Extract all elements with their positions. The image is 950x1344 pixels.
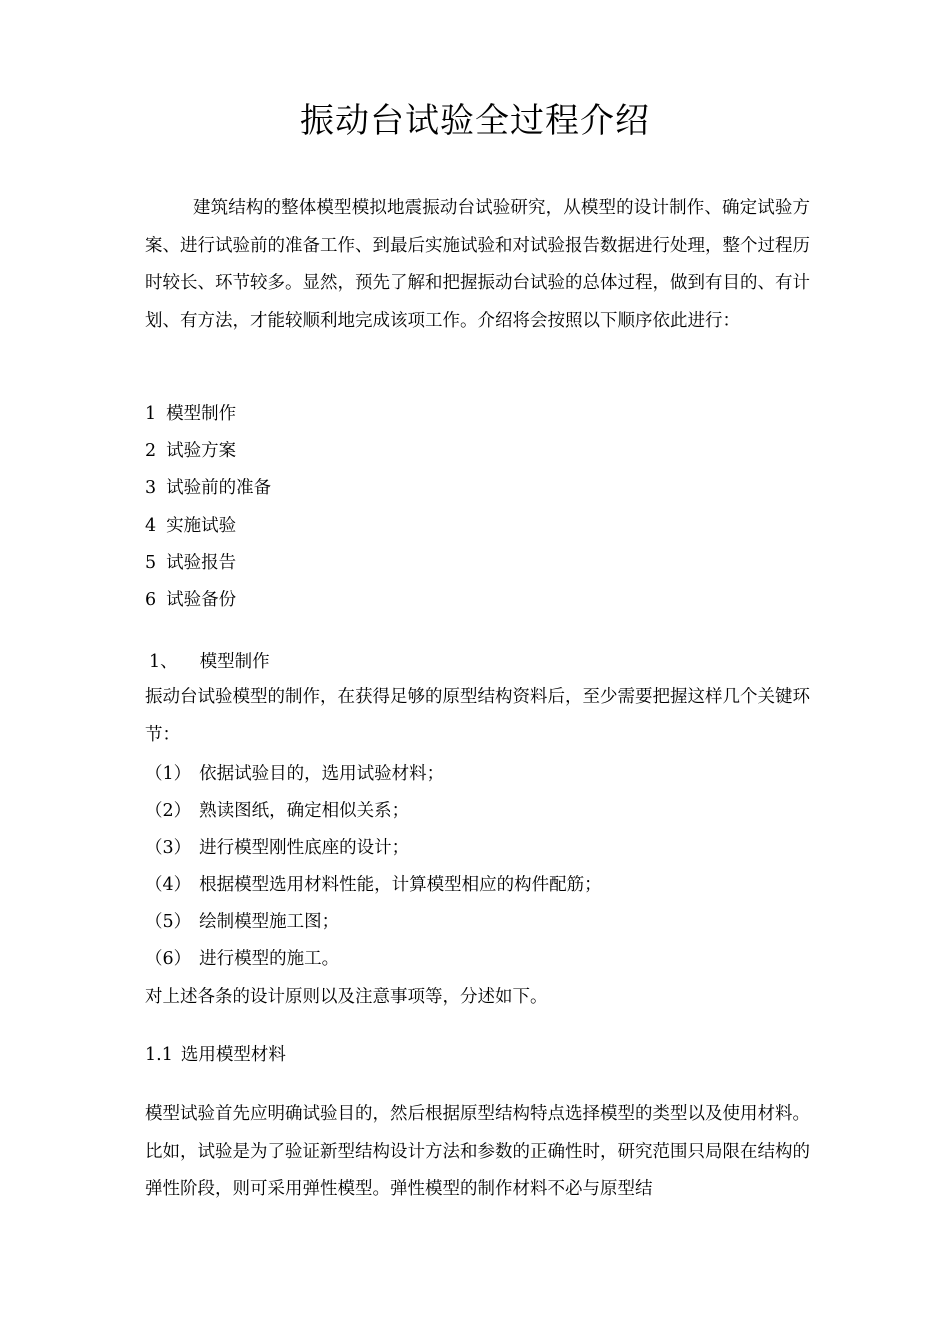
step-item: （5） 绘制模型施工图；: [145, 912, 340, 932]
section-closing-text: 对上述各条的设计原则以及注意事项等，分述如下。: [145, 987, 548, 1007]
outline-item: 1 模型制作: [145, 404, 237, 424]
outline-item: 6 试验备份: [145, 590, 237, 610]
outline-item: 2 试验方案: [145, 441, 237, 461]
document-title: 振动台试验全过程介绍: [300, 101, 650, 141]
step-item: （2） 熟读图纸，确定相似关系；: [145, 801, 410, 821]
step-item: （1） 依据试验目的，选用试验材料；: [145, 764, 445, 784]
section-lead-paragraph: 振动台试验模型的制作，在获得足够的原型结构资料后，至少需要把握这样几个关键环节：: [145, 687, 810, 745]
step-item: （3） 进行模型刚性底座的设计；: [145, 838, 410, 858]
outline-item: 5 试验报告: [145, 553, 237, 573]
subsection-heading: 1.1 选用模型材料: [145, 1045, 286, 1065]
intro-paragraph: 建筑结构的整体模型模拟地震振动台试验研究，从模型的设计制作、确定试验方案、进行试验前的准备工作、到最后实施试验和对试验报告数据进行处理，整个过程历时较长、环节较多。显然，预先了解和把握振动台试验的总体过程，做到有目的、有计划、有方法，才能较顺利地完成该项工作。介绍将会按照以下顺序依此进行：: [145, 198, 810, 331]
outline-item: 3 试验前的准备: [145, 478, 272, 498]
step-item: （4） 根据模型选用材料性能，计算模型相应的构件配筋；: [145, 875, 602, 895]
subsection-body-paragraph: 模型试验首先应明确试验目的，然后根据原型结构特点选择模型的类型以及使用材料。比如，试验是为了验证新型结构设计方法和参数的正确性时，研究范围只局限在结构的弹性阶段，则可采用弹性模型。弹性模型的制作材料不必与原型结: [145, 1104, 810, 1199]
section-heading: 1、 模型制作: [149, 652, 270, 672]
step-item: （6） 进行模型的施工。: [145, 949, 340, 969]
outline-item: 4 实施试验: [145, 516, 237, 536]
